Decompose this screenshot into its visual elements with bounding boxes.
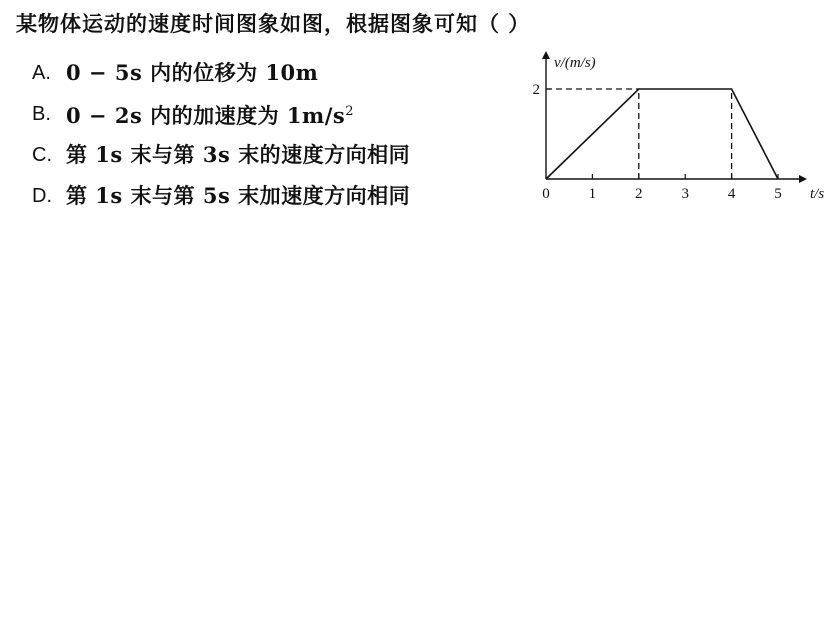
option-d-letter: D. [32,184,52,207]
option-d[interactable] [32,175,410,216]
option-c-text: 第 1s 末与第 3s 末的速度方向相同 [66,141,411,167]
question-stem: 某物体运动的速度时间图象如图，根据图象可知（ ） [16,11,531,36]
x-tick-label-4: 4 [727,186,736,202]
y-axis-arrow [542,51,550,59]
x-tick-label-3: 3 [681,186,689,202]
option-b-exponent: 2 [345,103,354,119]
option-d-text: 第 1s 末与第 5s 末加速度方向相同 [66,182,411,208]
option-a-text: 0 − 5s 内的位移为 10m [66,59,319,85]
option-a-letter: A. [32,61,51,84]
option-a[interactable] [32,52,410,93]
velocity-time-graph [520,48,825,208]
option-c[interactable] [32,134,410,175]
option-b[interactable] [32,93,410,134]
x-tick-label-1: 1 [588,186,597,202]
series-line-0 [546,89,778,179]
option-b-text-wrap [66,96,354,132]
x-tick-label-0: 0 [542,186,550,202]
option-b-letter: B. [32,102,51,125]
x-axis-label: t/s [810,186,825,202]
options-list [32,52,410,216]
x-axis-arrow [799,175,807,183]
x-tick-label-5: 5 [774,186,782,202]
option-c-letter: C. [32,143,52,166]
y-tick-label-2: 2 [532,82,540,98]
y-axis-label: v/(m/s) [554,55,596,71]
x-tick-label-2: 2 [635,186,643,202]
option-b-text: 0 − 2s 内的加速度为 1m/s [66,102,346,128]
